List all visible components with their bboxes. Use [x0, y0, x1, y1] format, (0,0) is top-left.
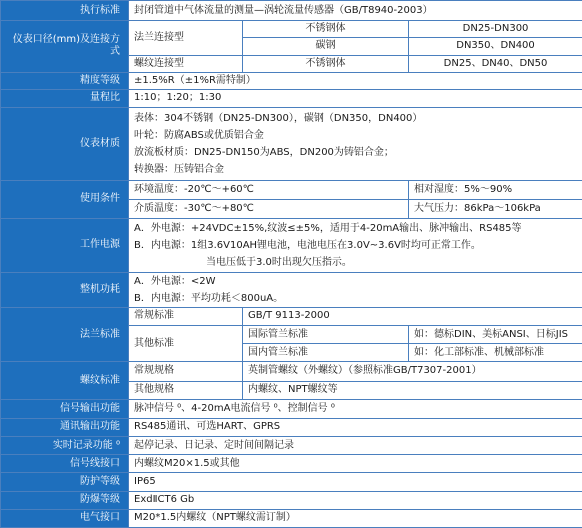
- electrical-label: 电气接口: [1, 509, 129, 527]
- accuracy-label: 精度等级: [1, 72, 129, 89]
- table-row: [1, 219, 582, 273]
- consumption-line-external: A．外电源：<2W: [134, 275, 216, 287]
- signal-output-label: 信号输出功能: [1, 399, 129, 418]
- flange-std-domestic-label: 国内管兰标准: [243, 344, 409, 362]
- caliber-label: 仪表口径(mm)及连接方式: [1, 21, 129, 72]
- thread-sizes: DN25、DN40、DN50: [409, 55, 582, 72]
- power-value: [129, 219, 582, 273]
- thread-connection-label: 螺纹连接型: [129, 55, 243, 72]
- record-label: 实时记录功能 ⁰: [1, 437, 129, 455]
- table-row: [1, 473, 582, 491]
- signal-interface-label: 信号线接口: [1, 455, 129, 473]
- material-label: 仪表材质: [1, 107, 129, 180]
- env-temp: 环境温度：-20℃～+60℃: [129, 180, 409, 199]
- protection-label: 防护等级: [1, 473, 129, 491]
- flange-sizes-carbon: DN350、DN400: [409, 38, 582, 55]
- table-row: [1, 21, 582, 38]
- thread-std-regular-label: 常规规格: [129, 362, 243, 381]
- range-ratio-label: 量程比: [1, 89, 129, 107]
- material-line-body: 表体：304不锈钢（DN25-DN300），碳钢（DN350，DN400）: [134, 112, 423, 124]
- flange-std-regular-value: GB/T 9113-2000: [243, 307, 582, 325]
- flange-std-intl-value: 如：德标DIN、美标ANSI、日标JIS: [409, 326, 582, 344]
- protection-value: IP65: [129, 473, 582, 491]
- execution-standard-value: 封闭管道中气体流量的测量—涡轮流量传感器（GB/T8940-2003）: [129, 1, 582, 21]
- material-line-impeller: 叶轮：防腐ABS或优质铝合金: [134, 129, 264, 141]
- flange-material-stainless: 不锈钢体: [243, 21, 409, 38]
- power-line-undervoltage: 当电压低于3.0时出现欠压指示。: [206, 256, 352, 268]
- flange-sizes-stainless: DN25-DN300: [409, 21, 582, 38]
- table-row: [1, 455, 582, 473]
- record-value: 起停记录、日记录、定时间间隔记录: [129, 437, 582, 455]
- flange-std-other-label: 其他标准: [129, 326, 243, 362]
- conditions-label: 使用条件: [1, 180, 129, 218]
- material-value: [129, 107, 582, 180]
- power-line-internal: B．内电源：1组3.6V10AH锂电池，电池电压在3.0V~3.6V时均可正常工作。: [134, 239, 481, 251]
- consumption-value: [129, 272, 582, 307]
- table-row: [1, 509, 582, 527]
- flange-std-label: 法兰标准: [1, 307, 129, 362]
- table-row: [1, 89, 582, 107]
- thread-std-other-label: 其他规格: [129, 381, 243, 399]
- pressure: 大气压力：86kPa～106kPa: [409, 199, 582, 218]
- comm-output-label: 通讯输出功能: [1, 418, 129, 436]
- power-label: 工作电源: [1, 219, 129, 273]
- flange-std-domestic-value: 如：化工部标准、机械部标准: [409, 344, 582, 362]
- table-row: [1, 307, 582, 325]
- signal-output-value: 脉冲信号 ⁰、4-20mA电流信号 ⁰、控制信号 ⁰: [129, 399, 582, 418]
- table-row: [1, 362, 582, 381]
- consumption-label: 整机功耗: [1, 272, 129, 307]
- range-ratio-value: 1:10；1:20；1:30: [129, 89, 582, 107]
- thread-std-other-value: 内螺纹、NPT螺纹等: [243, 381, 582, 399]
- table-row: [1, 72, 582, 89]
- table-row: [1, 399, 582, 418]
- thread-std-label: 螺纹标准: [1, 362, 129, 399]
- medium-temp: 介质温度：-30℃～+80℃: [129, 199, 409, 218]
- accuracy-value: ±1.5%R（±1%R需特制）: [129, 72, 582, 89]
- signal-interface-value: 内螺纹M20×1.5或其他: [129, 455, 582, 473]
- thread-material: 不锈钢体: [243, 55, 409, 72]
- table-row: [1, 437, 582, 455]
- table-row: [1, 418, 582, 436]
- power-line-external: A．外电源：+24VDC±15%,纹波≤±5%，适用于4-20mA输出、脉冲输出、RS485等: [134, 222, 522, 234]
- material-line-plate: 放流板材质：DN25-DN150为ABS，DN200为铸铝合金；: [134, 146, 394, 158]
- table-row: [1, 491, 582, 509]
- table-row: [1, 272, 582, 307]
- electrical-value: M20*1.5内螺纹（NPT螺纹需订制）: [129, 509, 582, 527]
- flange-std-intl-label: 国际管兰标准: [243, 326, 409, 344]
- flange-std-regular-label: 常规标准: [129, 307, 243, 325]
- consumption-line-internal: B．内电源：平均功耗＜800uA。: [134, 292, 284, 304]
- humidity: 相对湿度：5%～90%: [409, 180, 582, 199]
- table-row: [1, 180, 582, 199]
- execution-standard-label: 执行标准: [1, 1, 129, 21]
- thread-std-regular-value: 英制管螺纹（外螺纹）（参照标准GB/T7307-2001）: [243, 362, 582, 381]
- table-row: [1, 1, 582, 21]
- material-line-converter: 转换器：压铸铝合金: [134, 163, 224, 175]
- explosion-label: 防爆等级: [1, 491, 129, 509]
- table-row: [1, 107, 582, 180]
- explosion-value: ExdⅡCT6 Gb: [129, 491, 582, 509]
- flange-material-carbon: 碳钢: [243, 38, 409, 55]
- comm-output-value: RS485通讯、可选HART、GPRS: [129, 418, 582, 436]
- flange-connection-label: 法兰连接型: [129, 21, 243, 55]
